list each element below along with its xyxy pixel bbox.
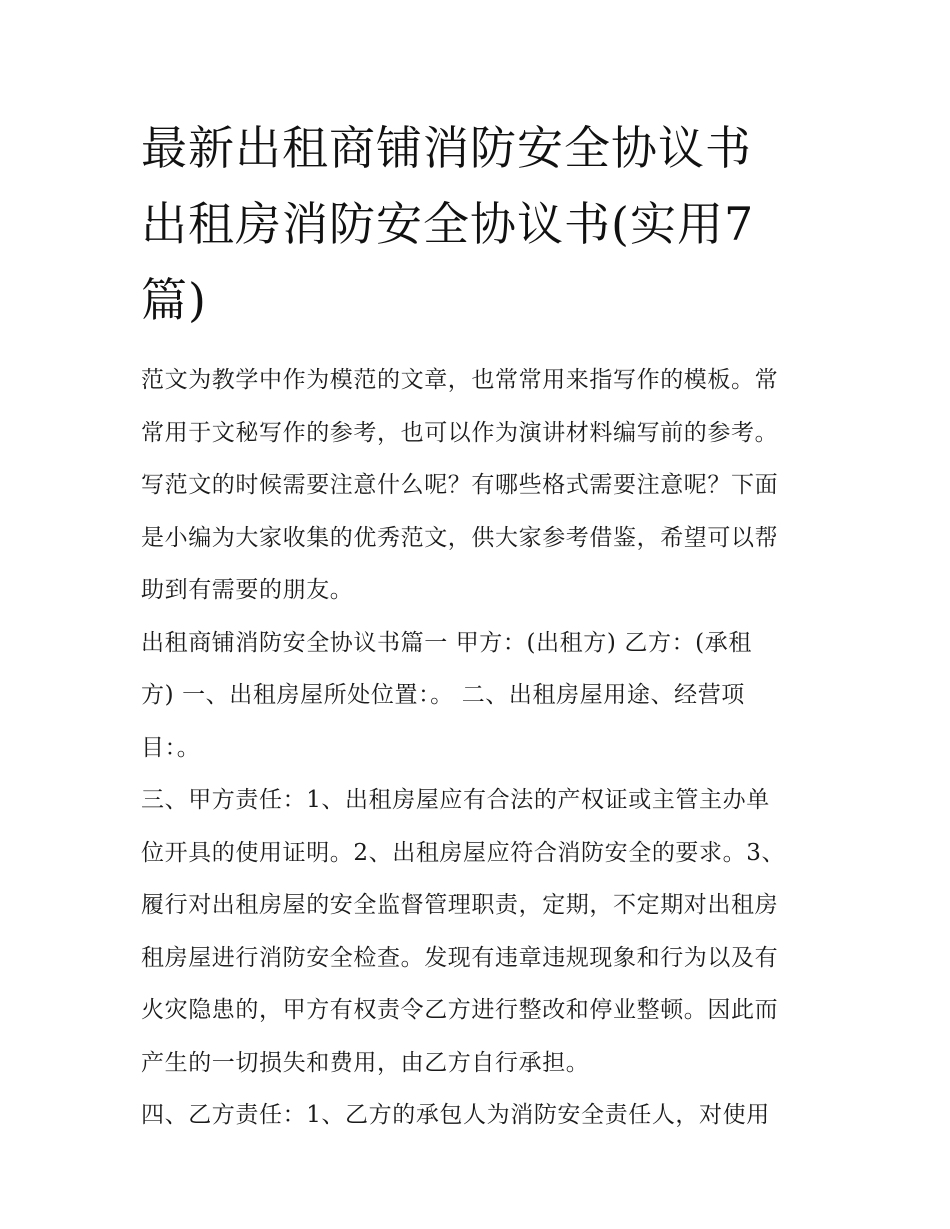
document-body	[141, 354, 831, 1142]
body-line: 四、乙方责任：1、乙方的承包人为消防安全责任人，对使用	[141, 1102, 770, 1128]
body-line: 是小编为大家收集的优秀范文，供大家参考借鉴，希望可以帮	[141, 524, 779, 551]
document-title	[141, 110, 821, 338]
body-line: 租房屋进行消防安全检查。发现有违章违规现象和行为以及有	[141, 944, 779, 971]
body-line: 目：。	[141, 734, 201, 761]
title-line: 最新出租商铺消防安全协议书	[141, 121, 752, 175]
title-line: 篇)	[141, 273, 207, 327]
body-line: 三、甲方责任：1、出租房屋应有合法的产权证或主管主办单	[141, 787, 770, 813]
body-line: 产生的一切损失和费用，由乙方自行承担。	[141, 1049, 590, 1076]
body-line: 范文为教学中作为模范的文章，也常常用来指写作的模板。常	[141, 367, 779, 393]
body-line: 履行对出租房屋的安全监督管理职责，定期，不定期对出租房	[141, 892, 779, 918]
body-line: 方) 一、出租房屋所处位置：。 二、出租房屋用途、经营项	[141, 682, 745, 708]
body-line: 常用于文秘写作的参考，也可以作为演讲材料编写前的参考。	[141, 419, 779, 446]
body-line: 写范文的时候需要注意什么呢？有哪些格式需要注意呢？下面	[141, 472, 779, 498]
title-line: 出租房消防安全协议书(实用7	[141, 197, 755, 251]
body-line: 出租商铺消防安全协议书篇一 甲方：(出租方) 乙方：(承租	[141, 629, 752, 656]
body-line: 位开具的使用证明。2、出租房屋应符合消防安全的要求。3、	[141, 839, 786, 866]
body-line: 助到有需要的朋友。	[141, 577, 354, 603]
body-line: 火灾隐患的，甲方有权责令乙方进行整改和停业整顿。因此而	[141, 997, 779, 1023]
